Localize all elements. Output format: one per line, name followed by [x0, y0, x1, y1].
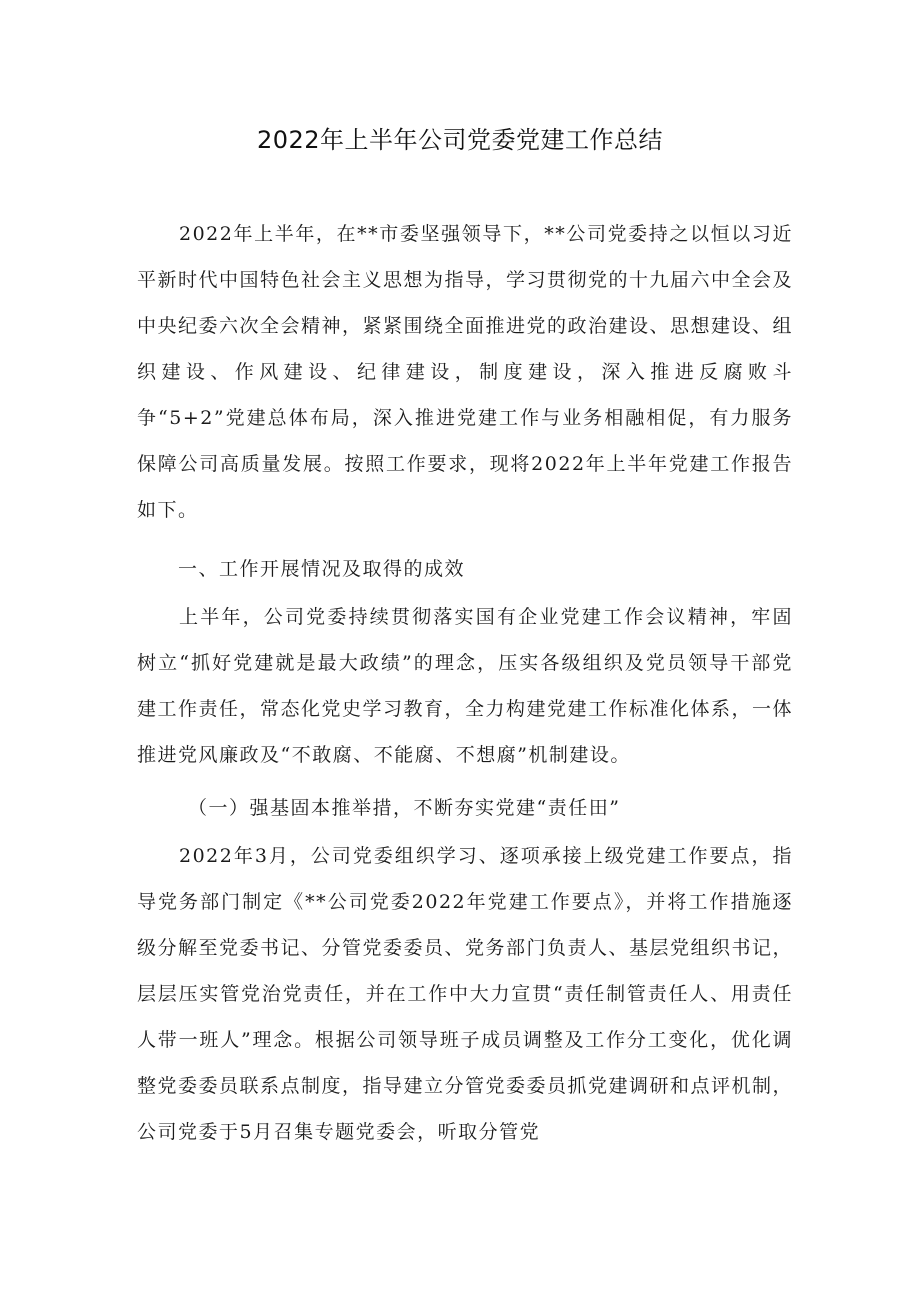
section-heading: 一、工作开展情况及取得的成效 [178, 558, 466, 580]
section-body-paragraph: 上半年，公司党委持续贯彻落实国有企业党建工作会议精神，牢固树立“抓好党建就是最大政绩”的理念，压实各级组织及党员领导干部党建工作责任，常态化党史学习教育，全力构建党建工作标准化体系，一体推进党风廉政及“不敢腐、不能腐、不想腐”机制建设。 [137, 606, 794, 766]
subsection-body-paragraph: 2022年3月，公司党委组织学习、逐项承接上级党建工作要点，指导党务部门制定《**公司党委2022年党建工作要点》，并将工作措施逐级分解至党委书记、分管党委委员、党务部门负责人、基层党组织书记，层层压实管党治党责任，并在工作中大力宣贯“责任制管责任人、用责任人带一班人”理念。根据公司领导班子成员调整及工作分工变化，优化调整党委委员联系点制度，指导建立分管党委委员抓党建调研和点评机制，公司党委于5月召集专题党委会，听取分管党 [137, 845, 794, 1143]
subsection-heading: （一）强基固本推举措，不断夯实党建“责任田” [188, 797, 621, 819]
intro-paragraph: 2022年上半年，在**市委坚强领导下，**公司党委持之以恒以习近平新时代中国特色社会主义思想为指导，学习贯彻党的十九届六中全会及中央纪委六次全会精神，紧紧围绕全面推进党的政治建设、思想建设、组织建设、作风建设、纪律建设，制度建设，深入推进反腐败斗争“5+2”党建总体布局，深入推进党建工作与业务相融相促，有力服务保障公司高质量发展。按照工作要求，现将2022年上半年党建工作报告如下。 [137, 223, 794, 521]
document-title: 2022年上半年公司党委党建工作总结 [256, 126, 664, 154]
